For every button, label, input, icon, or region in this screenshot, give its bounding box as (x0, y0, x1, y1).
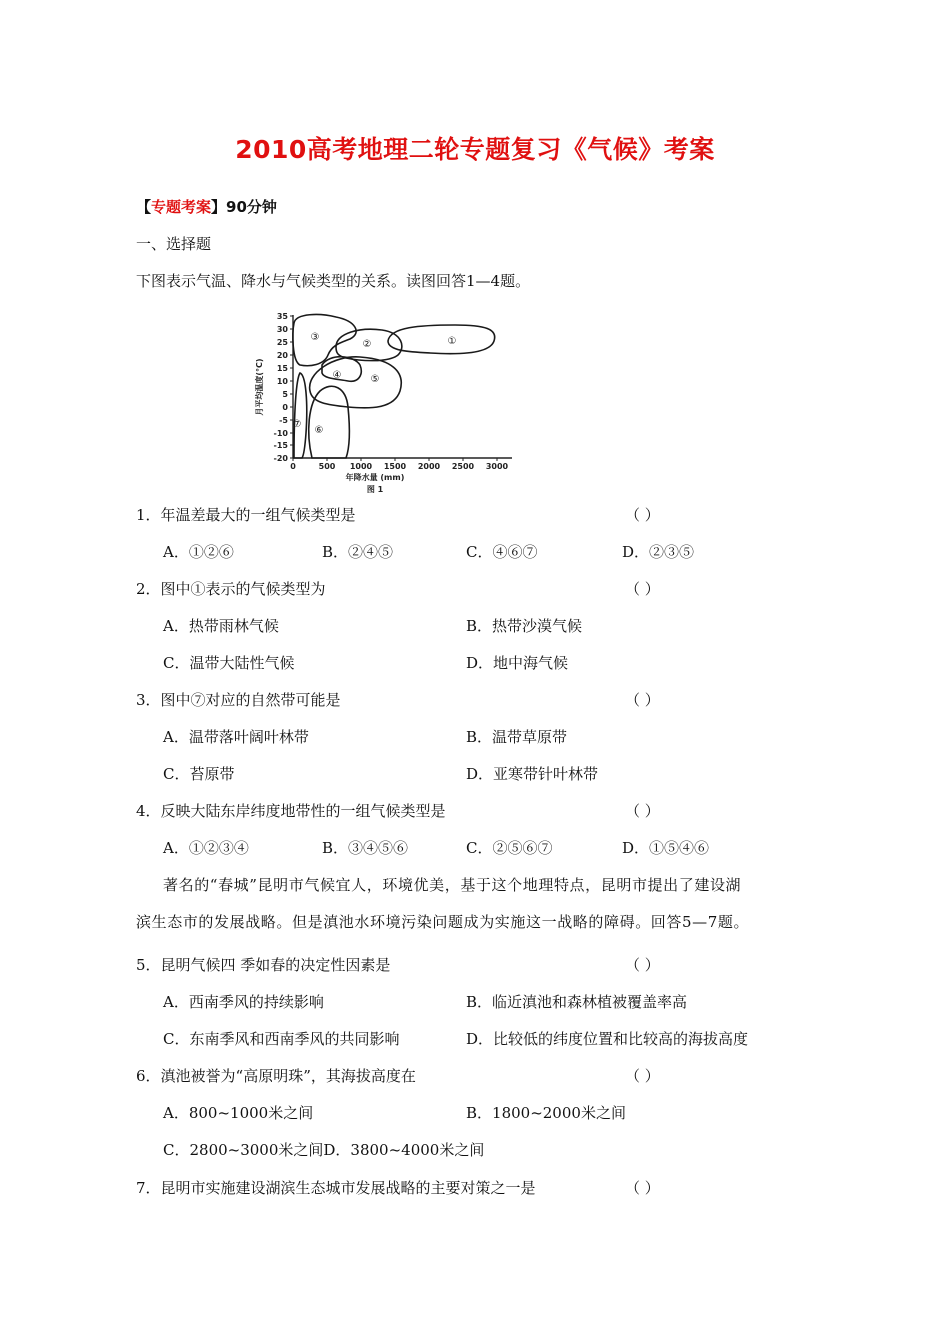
y-tick-label: -5 (279, 416, 288, 425)
section-bracket-close: 】 (211, 198, 227, 216)
y-tick-label: 5 (282, 390, 288, 399)
question-3-option-d: D．亚寒带针叶林带 (466, 765, 599, 783)
question-4-option-c: C．②⑤⑥⑦ (466, 839, 553, 857)
question-3-option-a: A．温带落叶阔叶林带 (163, 728, 309, 746)
question-2-option-d: D．地中海气候 (466, 654, 569, 672)
section-header (136, 196, 277, 217)
y-tick-label: 30 (276, 325, 288, 334)
x-tick-label: 0 (290, 462, 296, 471)
section-time: 90分钟 (226, 198, 277, 216)
question-2-stem: 2．图中①表示的气候类型为 (136, 580, 326, 598)
region-label-1: ① (447, 336, 457, 347)
climate-figure (250, 303, 520, 495)
y-tick-label: 10 (276, 377, 288, 386)
y-tick-label: -15 (273, 441, 288, 450)
question-7-answer-paren: （ ） (625, 1179, 660, 1197)
question-5-stem: 5．昆明气候四 季如春的决定性因素是 (136, 956, 391, 974)
intro-paragraph-2-line-1: 著名的“春城”昆明市气候宜人，环境优美，基于这个地理特点，昆明市提出了建设湖 (163, 876, 742, 894)
region-1-outline (388, 325, 495, 354)
question-2-answer-paren: （ ） (625, 580, 660, 598)
intro-paragraph-2-line-2: 滨生态市的发展战略。但是滇池水环境污染问题成为实施这一战略的障碍。回答5—7题。 (136, 913, 750, 931)
region-label-2: ② (362, 339, 372, 350)
question-1-answer-paren: （ ） (625, 506, 660, 524)
document-title: 2010高考地理二轮专题复习《气候》考案 (235, 135, 715, 164)
x-tick-label: 1500 (383, 462, 407, 471)
question-1-option-b: B．②④⑤ (322, 543, 394, 561)
region-5-outline (310, 357, 402, 408)
question-3-option-c: C．苔原带 (163, 765, 235, 783)
x-tick-label: 2000 (417, 462, 441, 471)
y-tick-label: 25 (276, 338, 288, 347)
question-1-option-c: C．④⑥⑦ (466, 543, 538, 561)
intro-paragraph-1: 下图表示气温、降水与气候类型的关系。读图回答1—4题。 (136, 272, 531, 290)
climate-diagram-svg (250, 303, 520, 495)
region-4-outline (322, 357, 361, 382)
y-axis-title: 月平均温度(°C) (255, 358, 264, 416)
x-tick-label: 500 (318, 462, 336, 471)
question-6-stem: 6．滇池被誉为“高原明珠”，其海拔高度在 (136, 1067, 416, 1085)
region-7-outline (294, 373, 307, 458)
section-bracket-open: 【 (136, 198, 152, 216)
y-tick-label: 35 (276, 312, 288, 321)
x-tick-label: 2500 (451, 462, 475, 471)
question-2-option-b: B．热带沙漠气候 (466, 617, 583, 635)
y-tick-label: 15 (276, 364, 288, 373)
region-label-6: ⑥ (314, 425, 324, 436)
x-tick-label: 3000 (485, 462, 509, 471)
question-2-option-c: C．温带大陆性气候 (163, 654, 295, 672)
y-tick-label: 0 (282, 403, 288, 412)
question-1-option-d: D．②③⑤ (622, 543, 695, 561)
question-3-stem: 3．图中⑦对应的自然带可能是 (136, 691, 341, 709)
question-6-answer-paren: （ ） (625, 1067, 660, 1085)
question-4-option-d: D．①⑤④⑥ (622, 839, 710, 857)
question-5-option-b: B．临近滇池和森林植被覆盖率高 (466, 993, 688, 1011)
region-label-5: ⑤ (370, 374, 380, 385)
region-6-outline (309, 386, 350, 458)
figure-caption: 图 1 (366, 485, 384, 494)
region-label-4: ④ (332, 370, 342, 381)
x-tick-label: 1000 (349, 462, 373, 471)
question-5-option-d: D．比较低的纬度位置和比较高的海拔高度 (466, 1030, 749, 1048)
question-6-option-a: A．800~1000米之间 (163, 1104, 314, 1122)
section-name: 专题考案 (151, 198, 212, 216)
question-1-option-a: A．①②⑥ (163, 543, 234, 561)
region-label-7: ⑦ (292, 419, 302, 430)
question-3-option-b: B．温带草原带 (466, 728, 568, 746)
question-4-answer-paren: （ ） (625, 802, 660, 820)
question-2-option-a: A．热带雨林气候 (163, 617, 279, 635)
x-axis-title: 年降水量 (mm) (345, 473, 405, 482)
question-4-option-a: A．①②③④ (163, 839, 249, 857)
y-tick-label: -20 (273, 454, 288, 463)
region-label-3: ③ (310, 332, 320, 343)
question-4-option-b: B．③④⑤⑥ (322, 839, 409, 857)
question-5-option-c: C．东南季风和西南季风的共同影响 (163, 1030, 400, 1048)
part-heading: 一、选择题 (136, 235, 212, 253)
question-7-stem: 7．昆明市实施建设湖滨生态城市发展战略的主要对策之一是 (136, 1179, 536, 1197)
question-1-stem: 1．年温差最大的一组气候类型是 (136, 506, 356, 524)
question-5-option-a: A．西南季风的持续影响 (163, 993, 324, 1011)
question-5-answer-paren: （ ） (625, 956, 660, 974)
question-6-option-b: B．1800~2000米之间 (466, 1104, 626, 1122)
question-6-option-cd: C．2800~3000米之间D．3800~4000米之间 (163, 1141, 485, 1159)
y-tick-label: -10 (273, 429, 288, 438)
question-3-answer-paren: （ ） (625, 691, 660, 709)
question-4-stem: 4．反映大陆东岸纬度地带性的一组气候类型是 (136, 802, 446, 820)
y-tick-label: 20 (276, 351, 288, 360)
